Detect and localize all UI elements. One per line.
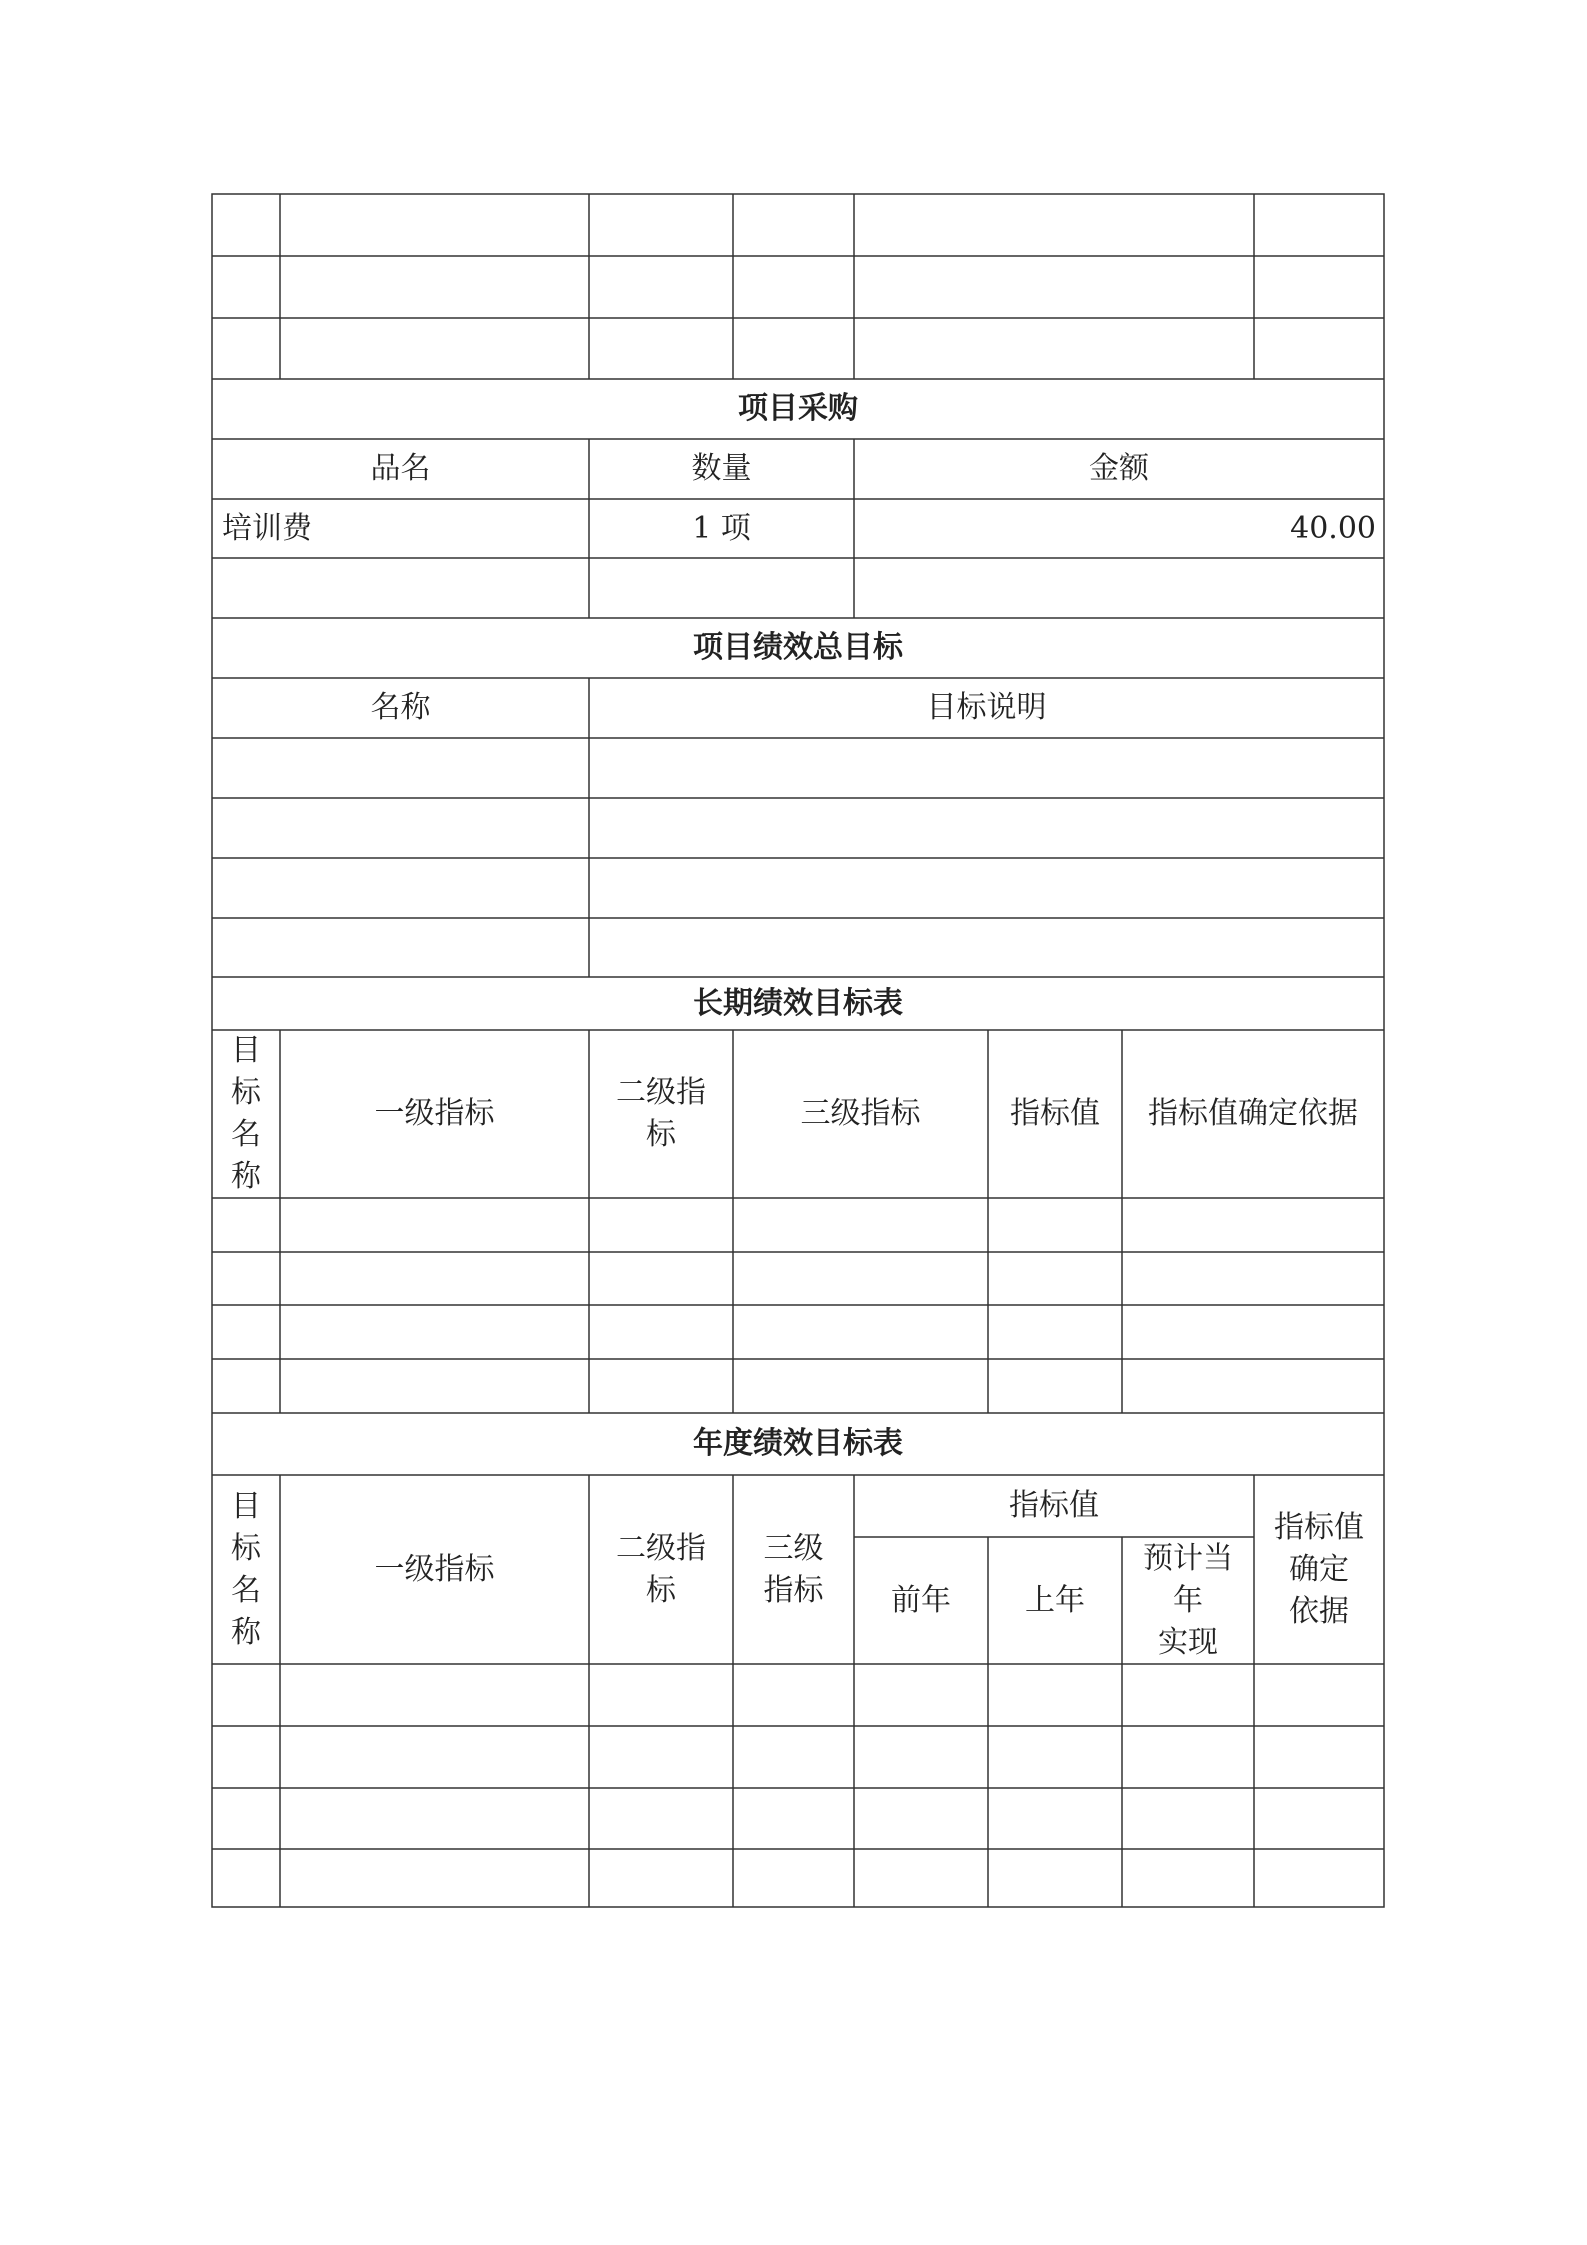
procurement-row-amount: 40.00 bbox=[1290, 510, 1376, 546]
annual-header-level1: 一级指标 bbox=[374, 1551, 495, 1587]
basis-line: 指标值 bbox=[1274, 1509, 1364, 1545]
goal-name-char: 称 bbox=[231, 1614, 261, 1650]
goal-name-char: 标 bbox=[231, 1075, 261, 1110]
level3-line: 三级 bbox=[763, 1530, 824, 1566]
long-term-header-level2 bbox=[589, 1030, 733, 1198]
long-term-header-level1: 一级指标 bbox=[374, 1096, 495, 1131]
goal-name-char: 称 bbox=[231, 1159, 261, 1194]
overall-goals-header-description: 目标说明 bbox=[926, 690, 1047, 725]
procurement-row-name: 培训费 bbox=[222, 510, 312, 546]
goal-name-char: 名 bbox=[231, 1572, 261, 1608]
long-term-header-value: 指标值 bbox=[1010, 1096, 1100, 1131]
basis-line: 确定 bbox=[1289, 1551, 1349, 1587]
goal-name-char: 标 bbox=[231, 1530, 261, 1566]
long-term-header-level3: 三级指标 bbox=[800, 1096, 921, 1131]
expected-line: 预计当 bbox=[1143, 1540, 1233, 1576]
procurement-header-name: 品名 bbox=[370, 451, 431, 486]
level3-line: 指标 bbox=[763, 1572, 824, 1608]
expected-line: 年 bbox=[1173, 1582, 1203, 1618]
procurement-header-amount: 金额 bbox=[1089, 451, 1149, 486]
level2-line: 二级指 bbox=[616, 1530, 706, 1566]
annual-header-value: 指标值 bbox=[1009, 1488, 1099, 1523]
annual-header-basis bbox=[1254, 1475, 1384, 1664]
procurement-header-quantity: 数量 bbox=[691, 451, 752, 486]
annual-header-expected bbox=[1122, 1537, 1254, 1664]
procurement-row-quantity: 1 项 bbox=[692, 510, 751, 546]
procurement-title: 项目采购 bbox=[738, 391, 858, 426]
level2-line: 二级指 bbox=[616, 1075, 706, 1110]
basis-line: 依据 bbox=[1289, 1593, 1349, 1629]
annual-header-prev-year: 前年 bbox=[891, 1582, 951, 1618]
long-term-header-basis: 指标值确定依据 bbox=[1148, 1096, 1358, 1131]
level2-line: 标 bbox=[646, 1572, 676, 1608]
level2-line: 标 bbox=[646, 1117, 676, 1152]
annual-title: 年度绩效目标表 bbox=[693, 1426, 903, 1461]
goal-name-char: 名 bbox=[231, 1117, 261, 1152]
overall-goals-title: 项目绩效总目标 bbox=[693, 630, 903, 665]
expected-line: 实现 bbox=[1158, 1624, 1218, 1660]
annual-header-goal-name bbox=[212, 1475, 280, 1664]
annual-header-level3 bbox=[733, 1475, 854, 1664]
goal-name-char: 目 bbox=[231, 1033, 261, 1068]
annual-header-level2 bbox=[589, 1475, 733, 1664]
long-term-title: 长期绩效目标表 bbox=[693, 985, 903, 1021]
overall-goals-header-name: 名称 bbox=[370, 690, 431, 725]
goal-name-char: 目 bbox=[231, 1488, 261, 1524]
annual-header-last-year: 上年 bbox=[1025, 1582, 1085, 1618]
long-term-header-goal-name bbox=[212, 1030, 280, 1198]
